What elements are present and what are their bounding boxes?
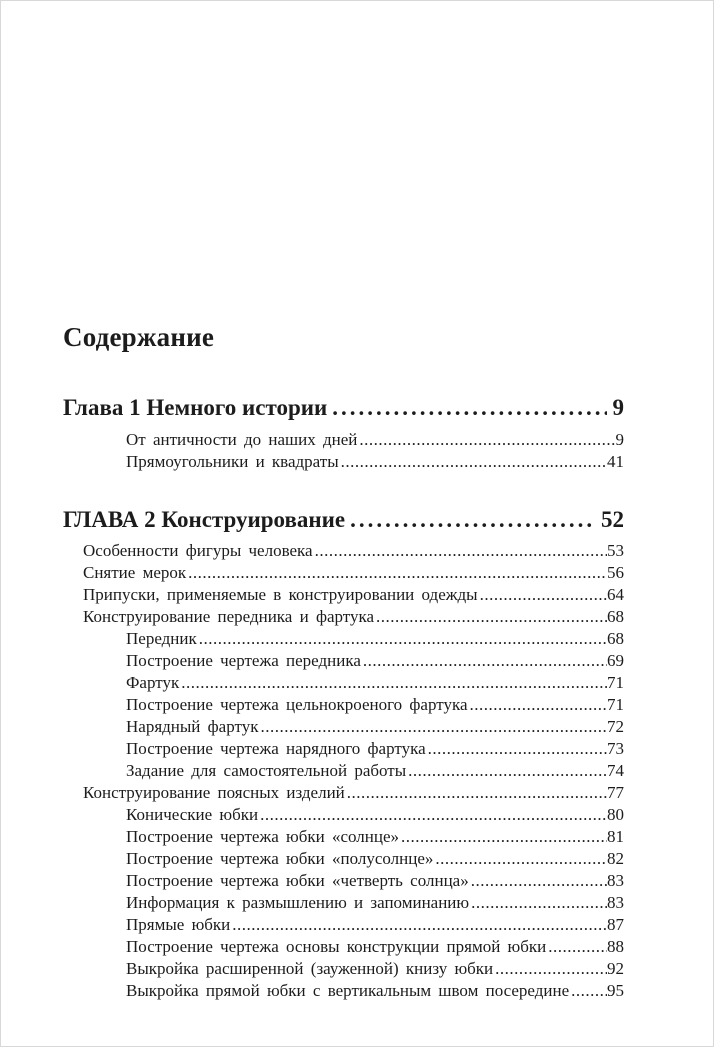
- dot-leader: [471, 892, 607, 914]
- dot-leader: [571, 980, 607, 1002]
- toc-entry: [63, 848, 624, 870]
- toc-entry-label: Построение чертежа нарядного фартука: [126, 739, 426, 759]
- toc-entry: [63, 429, 624, 451]
- dot-leader: [480, 584, 607, 606]
- toc-entry-page: 68: [607, 607, 624, 627]
- toc-entry-label: Информация к размышлению и запоминанию: [126, 893, 470, 913]
- toc-entry-page: 56: [607, 563, 624, 583]
- toc-entry-page: 41: [607, 451, 624, 471]
- toc-entry-label: Построение чертежа юбки «четверть солнца»: [126, 871, 469, 891]
- toc-chapter-heading: [63, 395, 624, 421]
- toc-entry: [63, 760, 624, 782]
- toc-entry: [63, 782, 624, 804]
- toc-entry-page: 73: [607, 739, 624, 759]
- toc-chapter1-entries: [63, 429, 624, 473]
- toc-entry-label: Фартук: [126, 673, 180, 693]
- dot-leader: [495, 958, 607, 980]
- dot-leader: [548, 936, 607, 958]
- dot-leader: [260, 716, 607, 738]
- toc-entry: [63, 606, 624, 628]
- toc-chapter-page: 9: [612, 395, 624, 421]
- toc-entry-label: Построение чертежа юбки «полусолнце»: [126, 849, 434, 869]
- toc-entry: [63, 716, 624, 738]
- dot-leader: [401, 826, 607, 848]
- toc-entry-label: Припуски, применяемые в конструировании одежды: [83, 585, 478, 605]
- dot-leader: [332, 395, 606, 421]
- toc-entry-label: Прямые юбки: [126, 915, 231, 935]
- toc-entry-label: От античности до наших дней: [126, 429, 358, 449]
- toc-entry-page: 71: [607, 673, 624, 693]
- dot-leader: [408, 760, 607, 782]
- toc-entry-page: 80: [607, 805, 624, 825]
- toc-entry: [63, 958, 624, 980]
- toc-entry-page: 53: [607, 541, 624, 561]
- toc-entry-page: 9: [615, 429, 624, 449]
- toc-entry: [63, 650, 624, 672]
- toc-entry-page: 83: [607, 893, 624, 913]
- dot-leader: [347, 782, 607, 804]
- toc-entry: [63, 628, 624, 650]
- dot-leader: [260, 804, 607, 826]
- toc-entry-page: 82: [607, 849, 624, 869]
- toc-entry-label: Задание для самостоятельной работы: [126, 761, 407, 781]
- toc-entry-label: Выкройка прямой юбки с вертикальным швом посередине: [126, 981, 570, 1001]
- toc-entry: [63, 980, 624, 1002]
- toc-entry: [63, 826, 624, 848]
- page-title: Содержание: [63, 322, 215, 352]
- toc-chapter-label: ГЛАВА 2 Конструирование: [63, 506, 346, 532]
- toc-entry-label: Передник: [126, 629, 197, 649]
- toc-entry-page: 81: [607, 827, 624, 847]
- dot-leader: [471, 870, 607, 892]
- toc-entry-label: Конструирование поясных изделий: [83, 783, 345, 803]
- toc-entry: [63, 584, 624, 606]
- toc-entry-label: Построение чертежа основы конструкции прямой юбки: [126, 937, 547, 957]
- toc-entry-page: 77: [607, 783, 624, 803]
- dot-leader: [350, 507, 595, 533]
- dot-leader: [359, 429, 615, 451]
- toc-entry-label: Конические юбки: [126, 805, 259, 825]
- toc-entry: [63, 914, 624, 936]
- toc-entry-label: Конструирование передника и фартука: [83, 607, 375, 627]
- toc-chapter-heading: [63, 507, 624, 533]
- dot-leader: [232, 914, 607, 936]
- toc-entry: [63, 451, 624, 473]
- toc-chapter2-entries: [63, 540, 624, 1002]
- toc-entry-page: 87: [607, 915, 624, 935]
- toc-entry-page: 68: [607, 629, 624, 649]
- dot-leader: [470, 694, 608, 716]
- toc-entry-label: Построение чертежа цельнокроеного фартука: [126, 695, 468, 715]
- toc-chapter-label: Глава 1 Немного истории: [63, 395, 328, 421]
- toc-entry: [63, 936, 624, 958]
- toc-entry-page: 71: [607, 695, 624, 715]
- toc-entry-page: 72: [607, 717, 624, 737]
- toc-entry-page: 64: [607, 585, 624, 605]
- dot-leader: [435, 848, 607, 870]
- toc-entry-page: 74: [607, 761, 624, 781]
- toc-entry-label: Построение чертежа юбки «солнце»: [126, 827, 400, 847]
- toc-entry-label: Выкройка расширенной (зауженной) книзу юбки: [126, 959, 494, 979]
- toc-chapter-page: 52: [601, 506, 624, 532]
- toc-entry-label: Нарядный фартук: [126, 717, 259, 737]
- dot-leader: [376, 606, 607, 628]
- dot-leader: [341, 451, 607, 473]
- toc-entry: [63, 562, 624, 584]
- dot-leader: [181, 672, 607, 694]
- toc-entry-page: 92: [607, 959, 624, 979]
- toc-entry: [63, 694, 624, 716]
- toc-entry: [63, 870, 624, 892]
- dot-leader: [428, 738, 607, 760]
- toc-entry-label: Построение чертежа передника: [126, 651, 361, 671]
- toc-entry-page: 83: [607, 871, 624, 891]
- dot-leader: [315, 540, 607, 562]
- toc-entry: [63, 540, 624, 562]
- dot-leader: [188, 562, 607, 584]
- toc-entry: [63, 804, 624, 826]
- toc-entry: [63, 738, 624, 760]
- toc-entry-page: 69: [607, 651, 624, 671]
- toc-entry-label: Прямоугольники и квадраты: [126, 451, 339, 471]
- toc-entry-label: Снятие мерок: [83, 563, 187, 583]
- toc-entry: [63, 892, 624, 914]
- toc-entry: [63, 672, 624, 694]
- toc-entry-label: Особенности фигуры человека: [83, 541, 313, 561]
- dot-leader: [199, 628, 607, 650]
- toc-entry-page: 95: [607, 981, 624, 1001]
- dot-leader: [363, 650, 607, 672]
- toc-entry-page: 88: [607, 937, 624, 957]
